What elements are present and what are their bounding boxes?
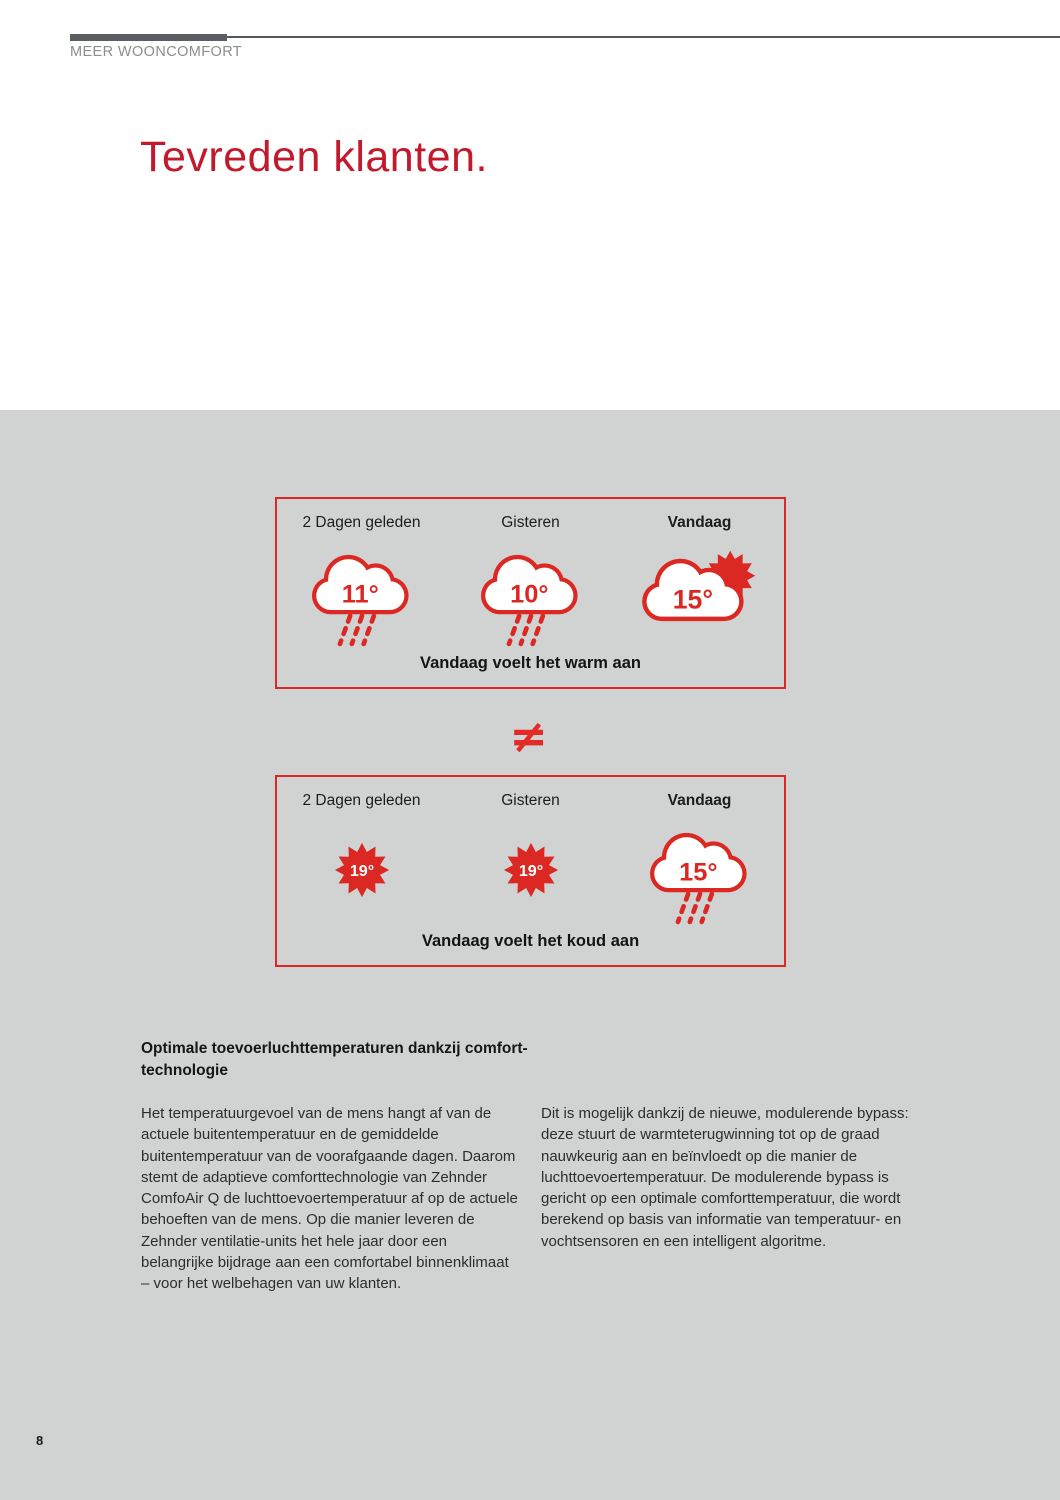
temp-value: 19° [518,861,543,880]
sun-icon [502,841,560,899]
day-label: Gisteren [501,514,560,531]
weather-box-warm [275,497,786,689]
sun-icon [333,841,391,899]
article-heading: Optimale toevoerluchttemperaturen dankzij comfort-technologie [141,1040,528,1079]
cloud-rain-icon [480,549,582,649]
day-label-today: Vandaag [667,514,732,531]
day-labels [277,514,784,532]
weather-icons-row [277,549,784,653]
temp-value: 19° [349,861,374,880]
article-column-right: Dit is mogelijk dankzij de nieuwe, modulerende bypass: deze stuurt de warmteterugwinning tot op de graad nauwkeurig aan en beïnvloedt op die manier de luchttoevoertemperatuur. De modulerende bypass is gericht op een optimale comforttemperatuur, die wordt berekend op basis van informatie van temperatuur- en vochtsensoren en een intelligent algoritme. [541,1105,909,1250]
day-label: 2 Dagen geleden [302,792,421,809]
temp-value: 10° [509,580,549,609]
box-caption: Vandaag voelt het warm aan [420,654,641,672]
article-column-left: Het temperatuurgevoel van de mens hangt af van de actuele buitentemperatuur en de gemiddelde buitentemperatuur van de voorafgaande dagen. Daarom stemt de adaptieve comforttechnologie van Zehnder ComfoAir Q de luchttoevoertemperatuur af op de actuele behoeften van de mens. Op die manier leveren de Zehnder ventilatie-units het hele jaar door een belangrijke bijdrage aan een comfortabel binnenklimaat – voor het welbehagen van uw klanten. [141,1105,518,1293]
temp-value: 15° [672,584,713,615]
cloud-sun-icon [641,549,759,638]
day-label: 2 Dagen geleden [302,514,421,531]
page-number: 8 [36,1433,44,1448]
weather-box-cold [275,775,786,967]
weather-cell [277,827,446,931]
temp-value: 11° [341,580,379,609]
page-title: Tevreden klanten. [140,133,488,181]
day-label-today: Vandaag [667,792,732,809]
header-bar [70,34,227,41]
weather-cell [615,827,784,931]
cloud-rain-icon [649,827,751,927]
box-caption: Vandaag voelt het koud aan [421,932,640,950]
not-equal-symbol: ≠ [509,709,548,763]
weather-cell [446,827,615,931]
temp-value: 15° [678,858,718,887]
day-labels [277,792,784,810]
weather-cell [277,549,446,653]
weather-icons-row [277,827,784,931]
page-kicker: MEER WOONCOMFORT [70,44,243,60]
weather-cell [615,549,784,653]
cloud-rain-icon [311,549,413,649]
day-label: Gisteren [501,792,560,809]
weather-cell [446,549,615,653]
